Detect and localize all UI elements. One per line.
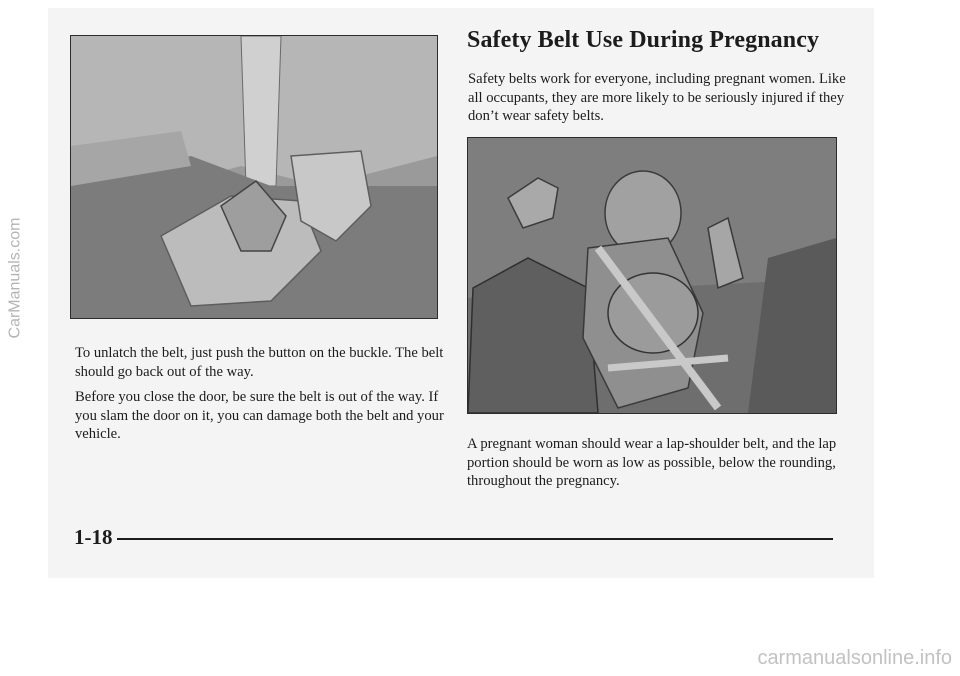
- pregnant-woman-photo: [467, 137, 837, 414]
- bottom-watermark[interactable]: carmanualsonline.info: [757, 647, 952, 669]
- unlatch-paragraph: To unlatch the belt, just push the button on the buckle. The belt should go back out of the way.: [75, 345, 444, 380]
- intro-paragraph: Safety belts work for everyone, including pregnant women. Like all occupants, they are more likely to be seriously injured if they don’t wear safety belts.: [468, 71, 846, 125]
- door-paragraph: Before you close the door, be sure the belt is out of the way. If you slam the door on it, you can damage both the belt and your vehicle.: [75, 389, 444, 443]
- footer-rule: [117, 538, 833, 540]
- side-watermark-text: CarManuals.com: [6, 217, 23, 339]
- side-watermark: [1, 168, 29, 388]
- page-number: 1-18: [74, 525, 113, 549]
- buckle-release-photo: [70, 35, 438, 319]
- section-heading: Safety Belt Use During Pregnancy: [467, 27, 820, 53]
- pregnancy-paragraph: A pregnant woman should wear a lap-shoulder belt, and the lap portion should be worn as low as possible, below the rounding, throughout the pregnancy.: [467, 436, 837, 490]
